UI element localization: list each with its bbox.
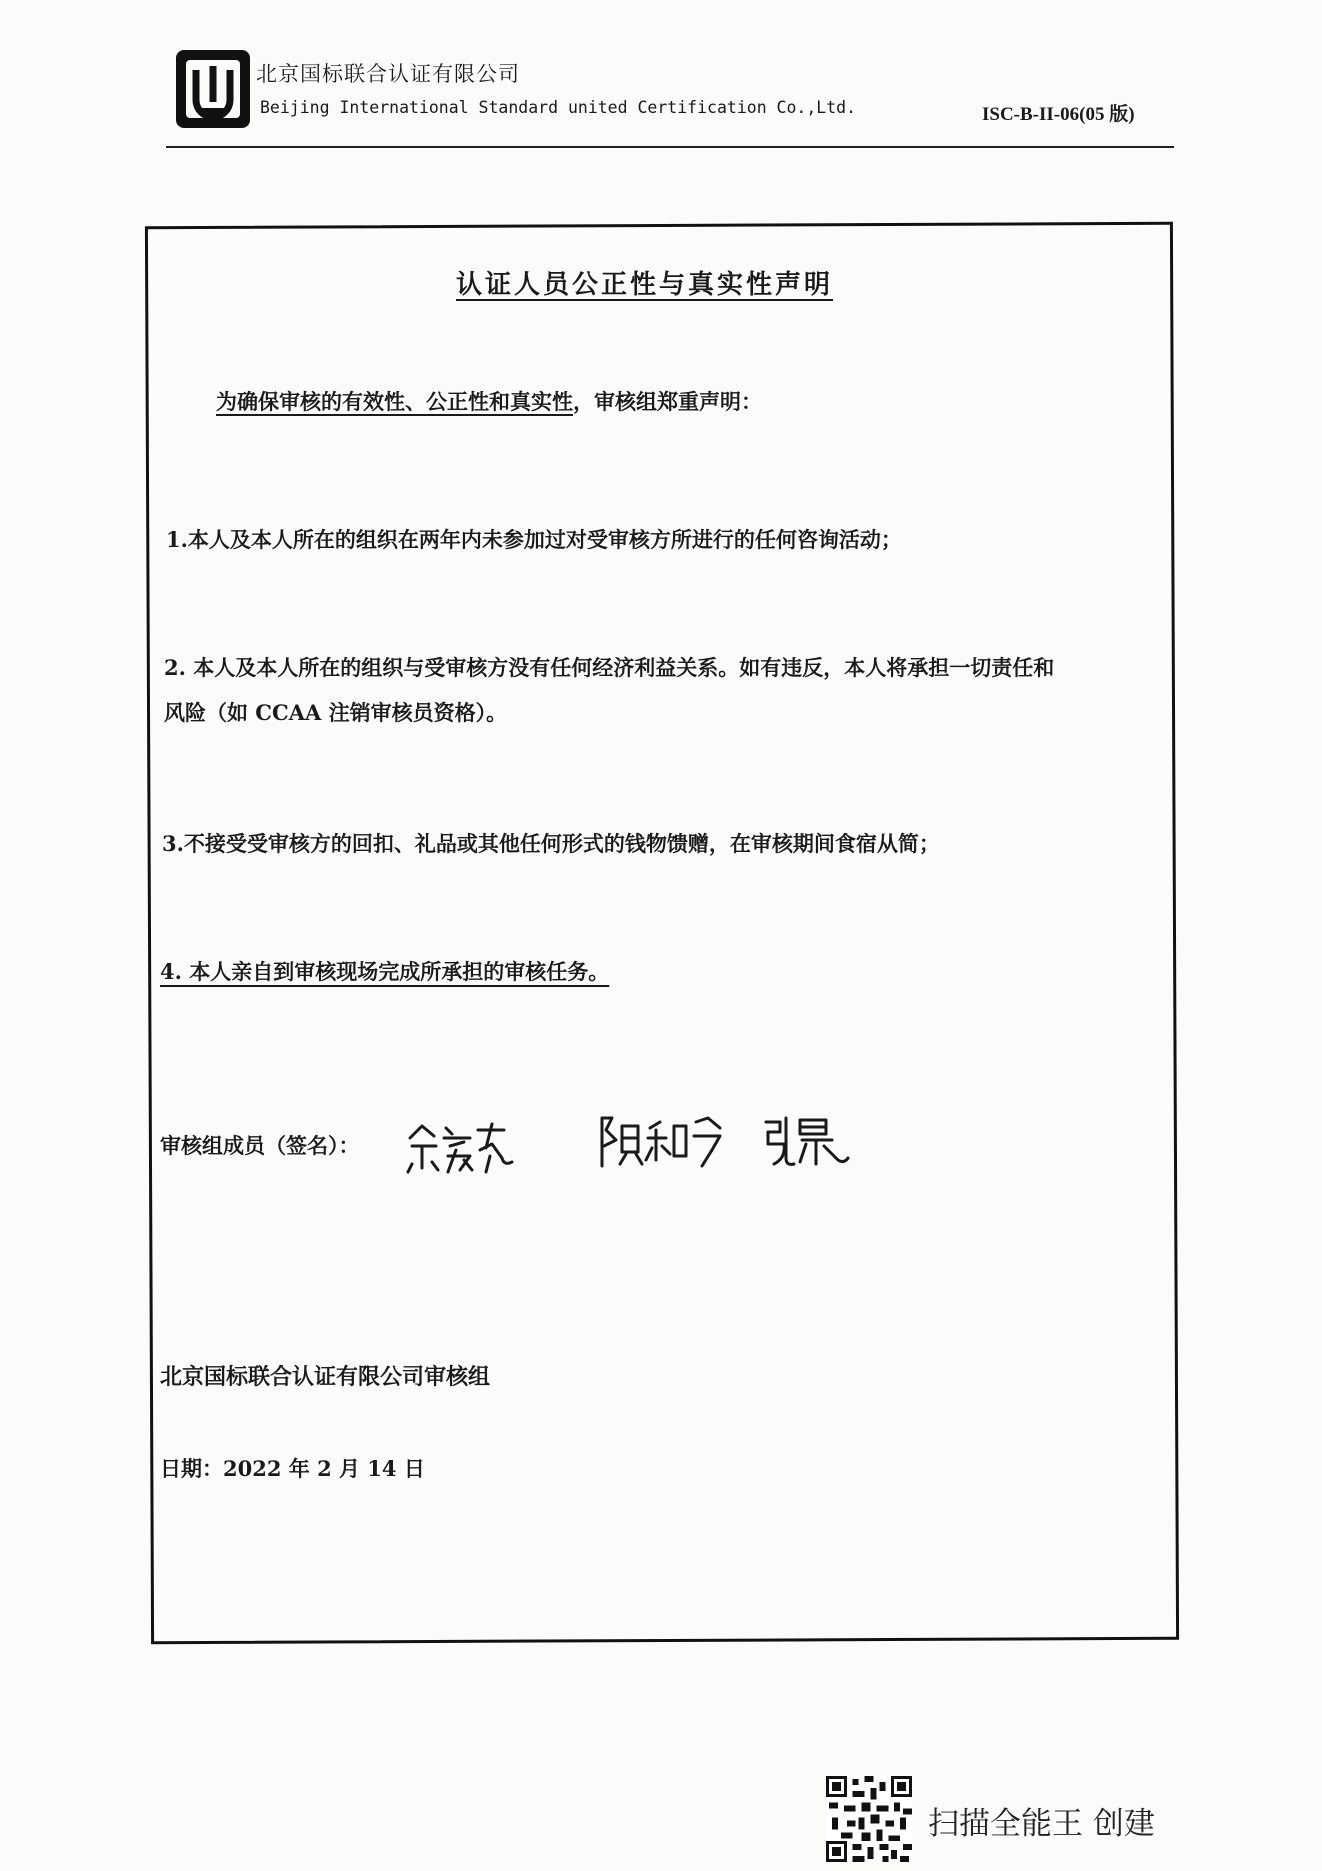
declaration-item-3: 3.不接受受审核方的回扣、礼品或其他任何形式的钱物馈赠，在审核期间食宿从简； [162,831,940,856]
signature-label: 审核组成员（签名）： [160,1133,360,1158]
declaration-item-4: 4. 本人亲自到审核现场完成所承担的审核任务。 [160,959,610,984]
signature-1-icon [404,1116,514,1178]
document-code: ISC-B-II-06(05 版) [982,104,1135,125]
declaration-date: 日期：2022 年 2 月 14 日 [160,1456,425,1481]
company-name-en: Beijing International Standard united Certification Co.,Ltd. [260,98,857,117]
intro-underlined: 为确保审核的有效性、公正性和真实性 [216,389,573,414]
signature-3-icon [760,1110,852,1170]
audit-team-org: 北京国标联合认证有限公司审核组 [160,1364,491,1390]
declaration-item-2-cont: 风险（如 CCAA 注销审核员资格）。 [164,700,508,725]
document-title: 认证人员公正性与真实性声明 [456,270,834,300]
header-divider [166,146,1174,148]
intro-statement [216,386,762,416]
company-name-cn: 北京国标联合认证有限公司 [256,62,520,86]
scanner-watermark: 扫描全能王 创建 [928,1806,1155,1842]
declaration-frame [145,222,1179,1644]
qr-code-icon [826,1776,912,1862]
declaration-item-2: 2. 本人及本人所在的组织与受审核方没有任何经济利益关系。如有违反，本人将承担一切责任和 [164,655,1055,680]
signature-2-icon [596,1110,726,1170]
intro-rest: ，审核组郑重声明： [573,389,762,414]
company-logo-icon [174,48,252,130]
declaration-item-1: 1.本人及本人所在的组织在两年内未参加过对受审核方所进行的任何咨询活动； [166,527,902,552]
